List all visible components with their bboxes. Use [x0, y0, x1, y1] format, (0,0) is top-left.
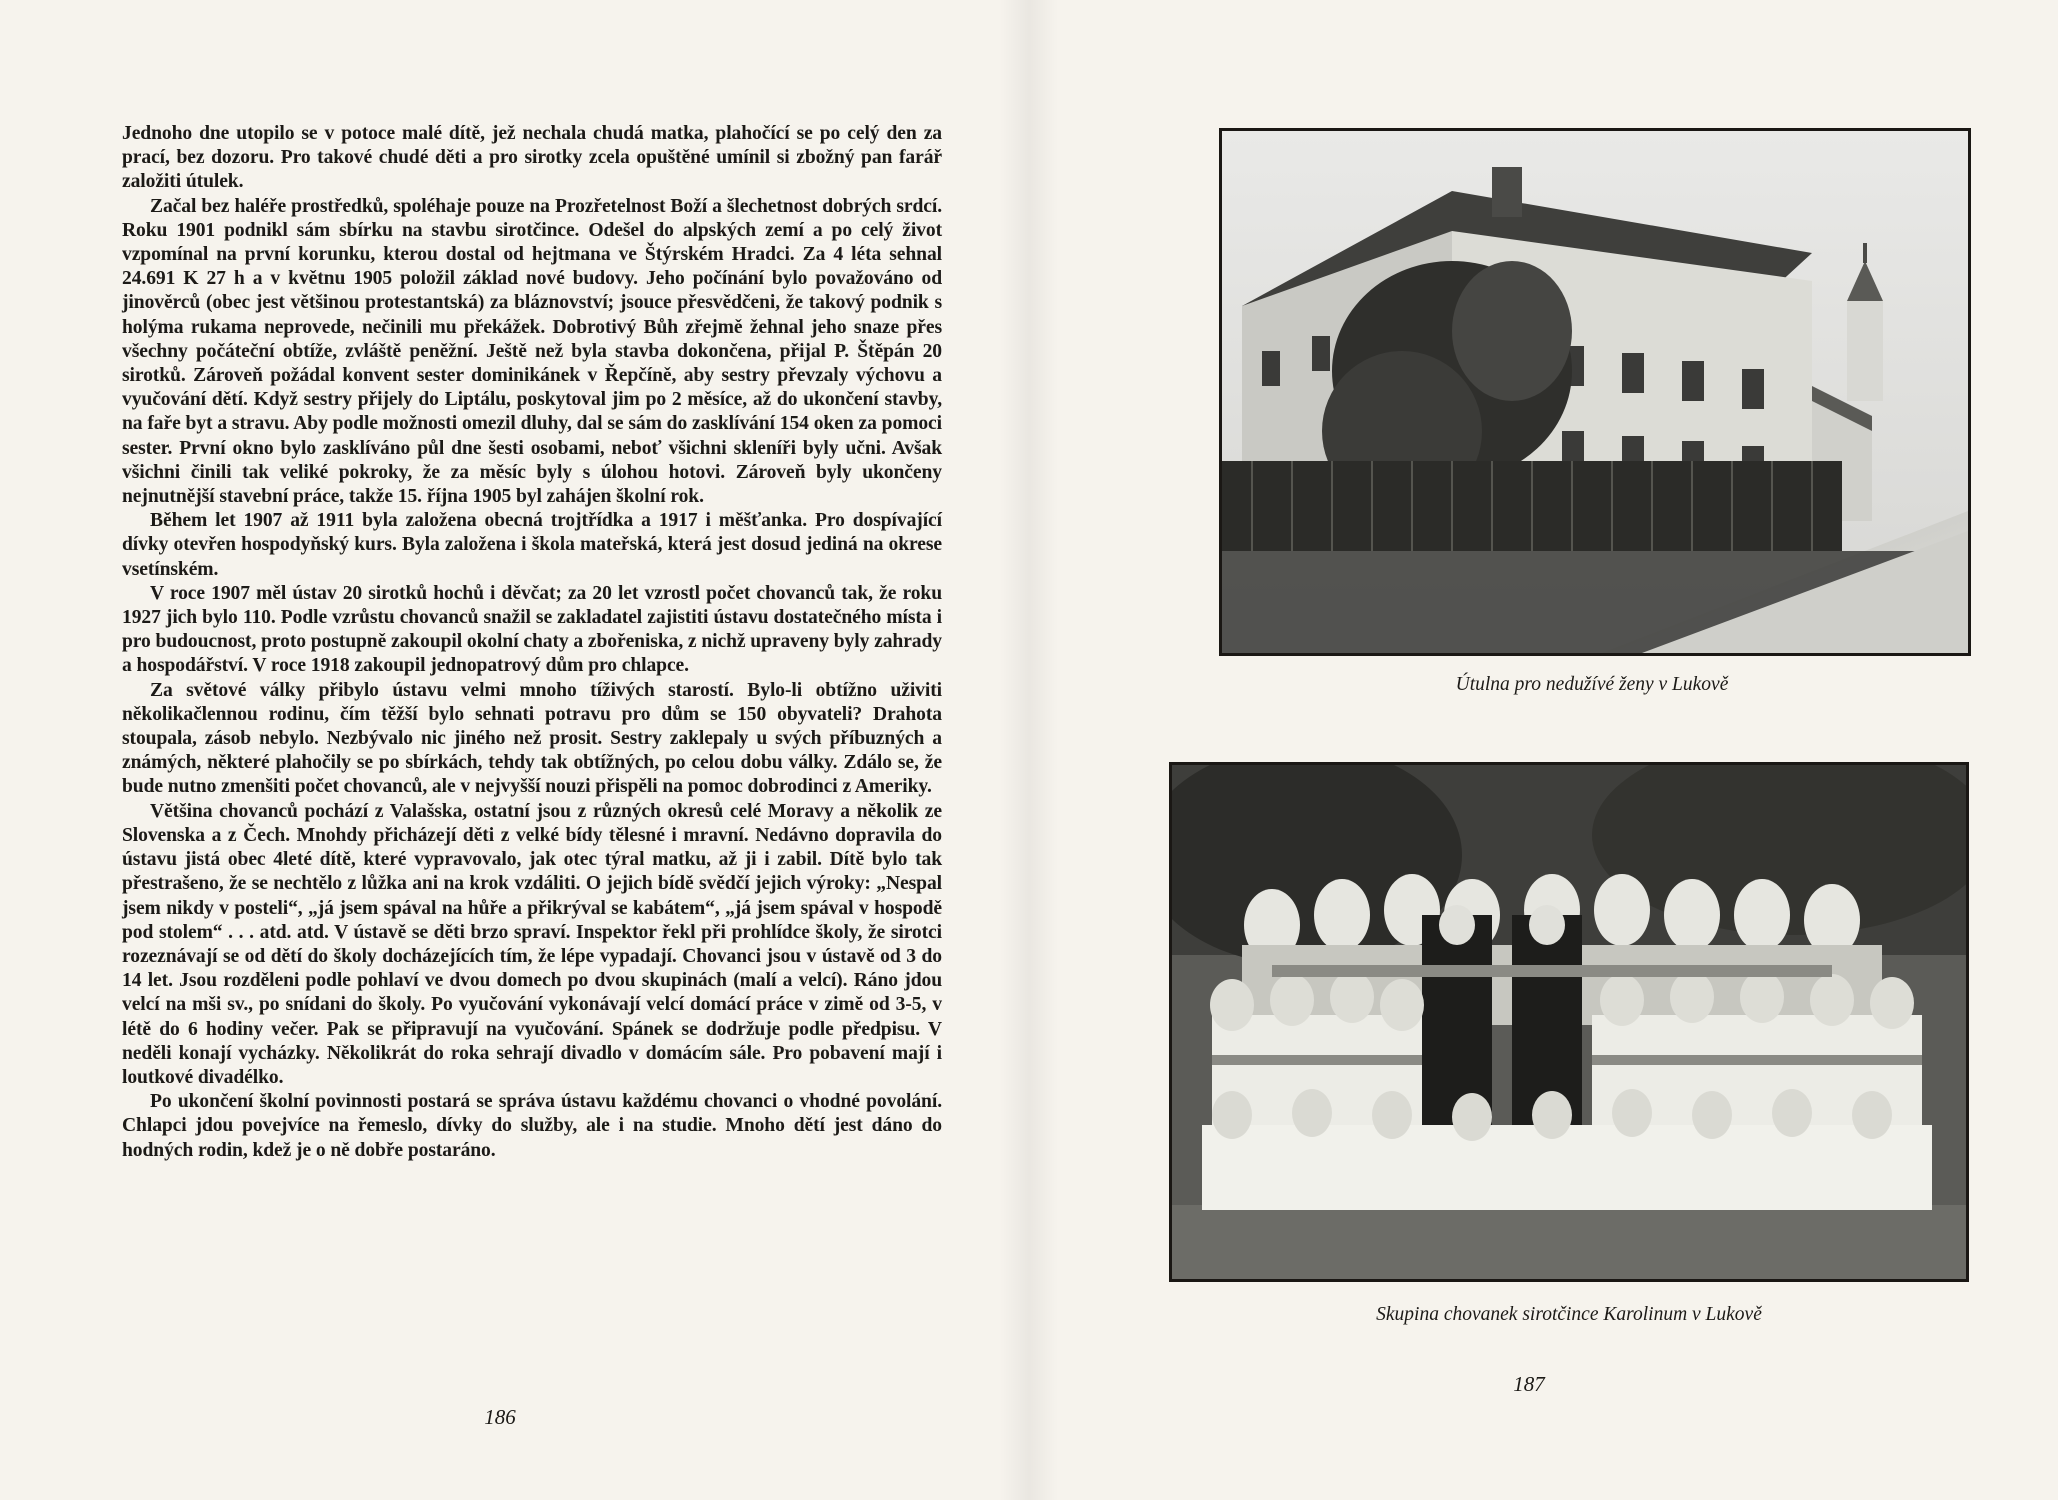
- photo-caption: Skupina chovanek sirotčince Karolinum v Lukově: [1376, 1304, 1762, 1325]
- paragraph: Během let 1907 až 1911 byla založena obecná trojtřídka a 1917 i měšťanka. Pro dospívající dívky otevřen hospodyňský kurs. Byla založena i škola mateřská, která jest dosud jediná na okrese vsetínském.: [122, 510, 942, 580]
- group-photo: [1169, 762, 1969, 1282]
- page-number-left: 186: [484, 1405, 516, 1429]
- photo-caption: Útulna pro nedužívé ženy v Lukově: [1455, 674, 1729, 695]
- paragraph: Začal bez haléře prostředků, spoléhaje pouze na Prozřetelnost Boží a šlechetnost dobrých srdcí. Roku 1901 podnikl sám sbírku na stavbu sirotčince. Odešel do alpských zemí a po celý život vzpomínal na první korunku, kterou dostal od hejtmana ve Štýrském Hradci. Za 4 léta sehnal 24.691 K 27 h a v květnu 1905 položil základ nové budovy. Jeho počínání bylo považováno od jinověrců (obec jest většinou protestantská) za bláznovství; jsouce přesvědčeni, že takový podnik s holýma rukama neprovede, nečinili mu překážek. Dobrotivý Bůh zřejmě žehnal jeho snaze přes všechny počáteční obtíže, zvláště peněžní. Ještě než byla stavba dokončena, přijal P. Štěpán 20 sirotků. Zároveň požádal konvent sester dominikánek v Řepčíně, aby sestry převzaly výchovu a vyučování dětí. Když sestry přijely do Liptálu, poskytoval jim po 2 měsíce, až do ukončení stavby, na faře byt a stravu. Aby podle možnosti omezil dluhy, dal se sám do zasklívání 154 oken za pomoci sester. První okno bylo zasklíváno půl dne šesti osobami, neboť všichni skleníři byly učni. Avšak všichni činili tak veliké pokroky, že za měsíc byly s úlohou hotovi. Zároveň byly ukončeny nejnutnější stavební práce, takže 15. října 1905 byl zahájen školní rok.: [122, 195, 942, 508]
- building-photo: [1219, 128, 1971, 656]
- page-number-right: 187: [1513, 1372, 1545, 1396]
- paragraph: Za světové války přibylo ústavu velmi mnoho tíživých starostí. Bylo-li obtížno uživiti několikačlennou rodinu, čím těžší bylo sehnati potravu pro dům se 150 obyvateli? Drahota stoupala, zásob nebylo. Nezbývalo nic jiného než prosit. Sestry zaklepaly u svých příbuzných a známých, některé plahočily se po sbírkách, tehdy tak obtížných, po celou dobu války. Zdálo se, že bude nutno zmenšiti počet chovanců, ale v nejvyšší nouzi přispěli na pomoc dobrodinci z Ameriky.: [122, 679, 942, 798]
- right-page: [1029, 0, 2058, 1500]
- paragraph: V roce 1907 měl ústav 20 sirotků hochů i děvčat; za 20 let vzrostl počet chovanců tak, že roku 1927 jich bylo 110. Podle vzrůstu chovanců snažil se zakladatel zajistiti ústavu dostatečného místa i pro budoucnost, proto postupně zakoupil okolní chaty a zbořeniska, z nichž upraveny byly zahrady a hospodářství. V roce 1918 zakoupil jednopatrový dům pro chlapce.: [122, 582, 942, 677]
- paragraph: Po ukončení školní povinnosti postará se správa ústavu každému chovanci o vhodné povolání. Chlapci jdou povejvíce na řemeslo, dívky do služby, ale i na studie. Mnoho dětí jest dáno do hodných rodin, kdež je o ně dobře postaráno.: [122, 1091, 942, 1161]
- paragraph: Jednoho dne utopilo se v potoce malé dítě, jež nechala chudá matka, plahočící se po celý den za prací, bez dozoru. Pro takové chudé děti a pro sirotky zcela opuštěné umínil si zbožný pan farář založiti útulek.: [122, 123, 942, 193]
- paragraph: Většina chovanců pochází z Valašska, ostatní jsou z různých okresů celé Moravy a několik ze Slovenska a z Čech. Mnohdy přicházejí děti z velké bídy tělesné i mravní. Nedávno dopravila do ústavu jistá obec 4leté dítě, které vypravovalo, jak otec týral matku, až ji i zabil. Dítě bylo tak přestrašeno, že se nechtělo z lůžka ani na krok vzdáliti. O jejich bídě svědčí jejich výroky: „Nespal jsem nikdy v posteli“, „já jsem spával na hůře a přikrýval se kabátem“, „já jsem spával v hospodě pod stolem“ . . . atd. atd. V ústavě se děti brzo spraví. Inspektor řekl při prohlídce školy, že sirotci rozeznávají se od dětí do školy docházejících tím, že lépe vypadají. Chovanci jsou v ústavě od 3 do 14 let. Jsou rozděleni podle pohlaví ve dvou domech po dvou skupinách (malí a velcí). Ráno jdou velcí na mši sv., po snídani do školy. Po vyučování vykonávají velcí domácí práce v zimě od 3-5, v létě do 6 hodiny večer. Pak se připravují na vyučování. Spánek se dodržuje podle předpisu. V neděli konají vycházky. Několikrát do roka sehrají divadlo v domácím sále. Pro pobavení mají i loutkové divadélko.: [122, 800, 942, 1088]
- body-text: [122, 122, 942, 1163]
